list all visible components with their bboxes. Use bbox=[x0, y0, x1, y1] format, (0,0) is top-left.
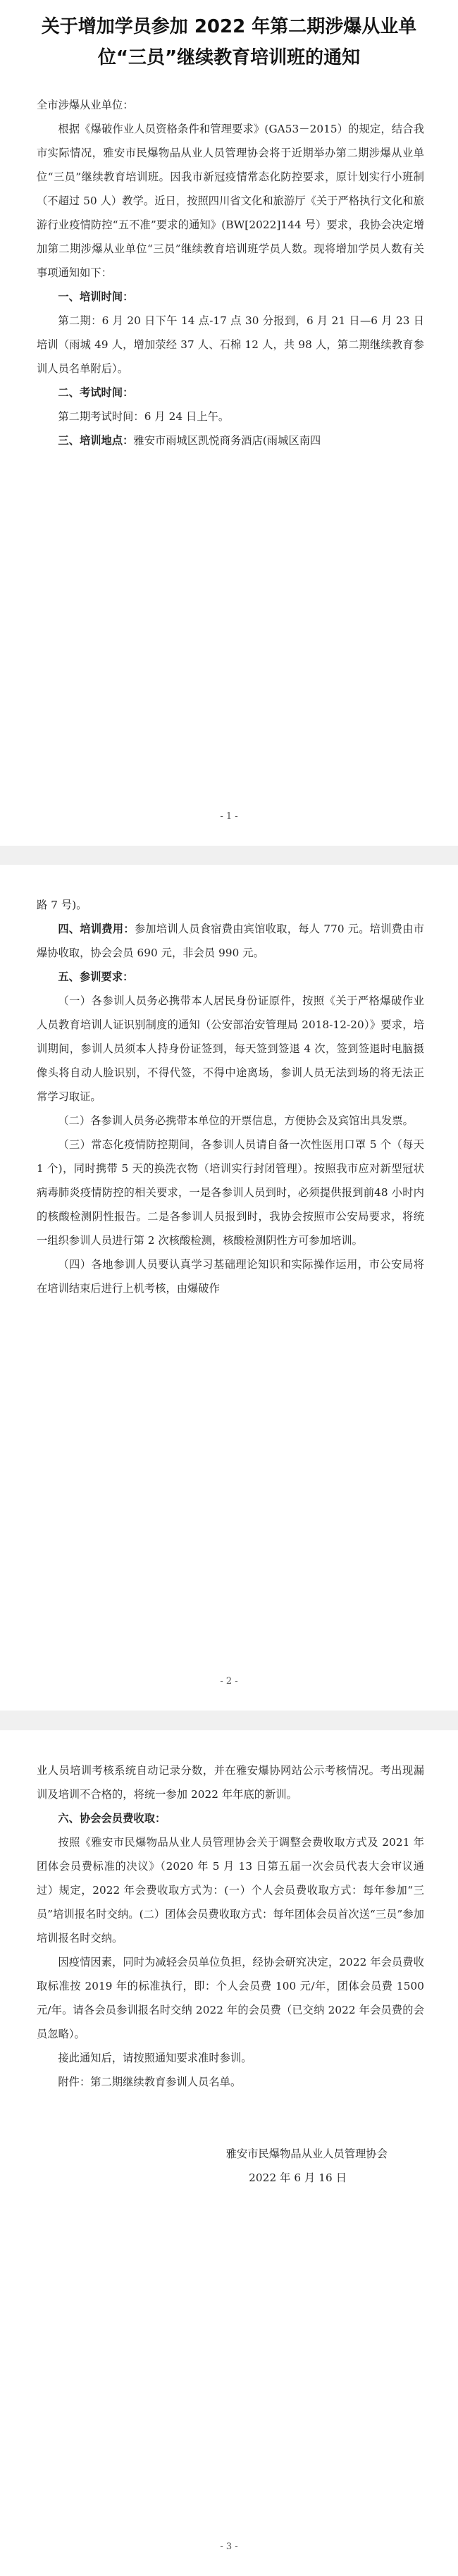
page-number-2: - 2 - bbox=[220, 1676, 238, 1687]
document-page-2 bbox=[0, 865, 458, 1711]
section-1-heading: 一、培训时间： bbox=[58, 290, 134, 303]
document-page-1 bbox=[0, 0, 458, 846]
page-number-3: - 3 - bbox=[220, 2541, 238, 2552]
page-2-body bbox=[37, 893, 424, 1300]
section-2-heading: 二、考试时间： bbox=[58, 386, 134, 399]
section-3-body-part-b: 路 7 号)。 bbox=[37, 899, 87, 911]
section-1-body: 第二期：6 月 20 日下午 14 点-17 点 30 分报到，6 月 21 日—6 月 23 日培训（雨城 49 人，增加荥经 37 人、石棉 12 人，共 98 人，第二期继续教育参训人员名单附后）。 bbox=[37, 314, 424, 375]
page-3-body bbox=[37, 1758, 424, 2190]
signature-organization: 雅安市民爆物品从业人员管理协会 bbox=[225, 2147, 388, 2160]
section-3-label: 三、培训地点： bbox=[58, 434, 134, 447]
section-4-label: 四、培训费用： bbox=[58, 923, 135, 935]
document-title: 关于增加学员参加 2022 年第二期涉爆从业单位“三员”继续教育培训班的通知 bbox=[41, 16, 417, 68]
section-5-item-4-part-a: （四）各地参训人员要认真学习基础理论知识和实际操作运用，市公安局将在培训结束后进行上机考核，由爆破作 bbox=[37, 1258, 424, 1295]
section-5-heading: 五、参训要求： bbox=[58, 970, 134, 983]
intro-paragraph: 根据《爆破作业人员资格条件和管理要求》(GA53－2015）的规定，结合我市实际情况，雅安市民爆物品从业人员管理协会将于近期举办第二期涉爆从业单位“三员”继续教育培训班。因我市新冠疫情常态化防控要求，原计划实行小班制（不超过 50 人）教学。近日，按照四川省文化和旅游厅《关于严格执行文化和旅游行业疫情防控“五不准”要求的通知》(BW[2022]144 号）要求，我协会决定增加第二期涉爆从业单位“三员”继续教育培训班学员人数。现将增加学员人数有关事项通知如下： bbox=[37, 123, 424, 279]
signature-date: 2022 年 6 月 16 日 bbox=[249, 2171, 347, 2184]
section-5-item-1: （一）各参训人员务必携带本人居民身份证原件，按照《关于严格爆破作业人员教育培训人证识别制度的通知（公安部治安管理局 2018-12-20）》要求，培训期间，参训人员须本人持身份证签到，每天签到签退 4 次，签到签退时电脑摄像头将自动人脸识别，不得代签，不得中途离场，参训人员无法到场的将无法正常学习取证。 bbox=[37, 994, 424, 1103]
section-3-body-part-a: 雅安市雨城区凯悦商务酒店(雨城区南四 bbox=[133, 434, 321, 447]
document-page-3 bbox=[0, 1730, 458, 2576]
section-4-body: 参加培训人员食宿费由宾馆收取，每人 770 元。培训费由市爆协收取，协会会员 690 元，非会员 990 元。 bbox=[37, 923, 425, 959]
signature-spacer-2 bbox=[37, 2118, 424, 2142]
section-6-heading: 六、协会会员费收取： bbox=[58, 1812, 166, 1825]
section-4-paragraph bbox=[37, 917, 424, 965]
section-6-paragraph-1: 按照《雅安市民爆物品从业人员管理协会关于调整会费收取方式及 2021 年团体会员费标准的决议》（2020 年 5 月 13 日第五届一次会员代表大会审议通过）规定，2022 年会费收取方式为：(一）个人会员费收取方式：每年参加“三员”培训报名时交纳。(二）团体会员费收取方式：每年团体会员首次送“三员”参加培训报名时交纳。 bbox=[37, 1836, 424, 1945]
page-number-1: - 1 - bbox=[220, 811, 238, 822]
section-2-body: 第二期考试时间：6 月 24 日上午。 bbox=[58, 410, 230, 423]
section-5-item-3: （三）常态化疫情防控期间，各参训人员请自备一次性医用口罩 5 个（每天 1 个)，同时携带 5 天的换洗衣物（培训实行封闭管理）。按照我市应对新型冠状病毒肺炎疫情防控的相关要求，一是各参训人员到时，必须提供报到前48 小时内的核酸检测阴性报告。二是各参训人员报到时，我协会按照市公安局要求，将统一组织参训人员进行第 2 次核酸检测，核酸检测阴性方可参加培训。 bbox=[37, 1138, 424, 1247]
closing-line: 接此通知后，请按照通知要求准时参训。 bbox=[58, 2052, 252, 2064]
signature-spacer bbox=[37, 2094, 424, 2118]
section-3-paragraph bbox=[37, 429, 424, 452]
attachment-line: 附件：第二期继续教育参训人员名单。 bbox=[58, 2076, 242, 2088]
page-1-body bbox=[37, 93, 424, 452]
section-6-paragraph-2: 因疫情因素，同时为减轻会员单位负担，经协会研究决定，2022 年会员费收取标准按 2019 年的标准执行，即：个人会员费 100 元/年，团体会员费 1500 元/年。请各会员参训报名时交纳 2022 年的会员费（已交纳 2022 年会员费的会员忽略）。 bbox=[37, 1956, 424, 2040]
section-5-item-2: （二）各参训人员务必携带本单位的开票信息，方便协会及宾馆出具发票。 bbox=[58, 1114, 414, 1127]
section-5-item-4-part-b: 业人员培训考核系统自动记录分数，并在雅安爆协网站公示考核情况。考出现漏训及培训不合格的，将统一参加 2022 年年底的新训。 bbox=[37, 1764, 424, 1801]
salutation: 全市涉爆从业单位： bbox=[37, 99, 134, 111]
